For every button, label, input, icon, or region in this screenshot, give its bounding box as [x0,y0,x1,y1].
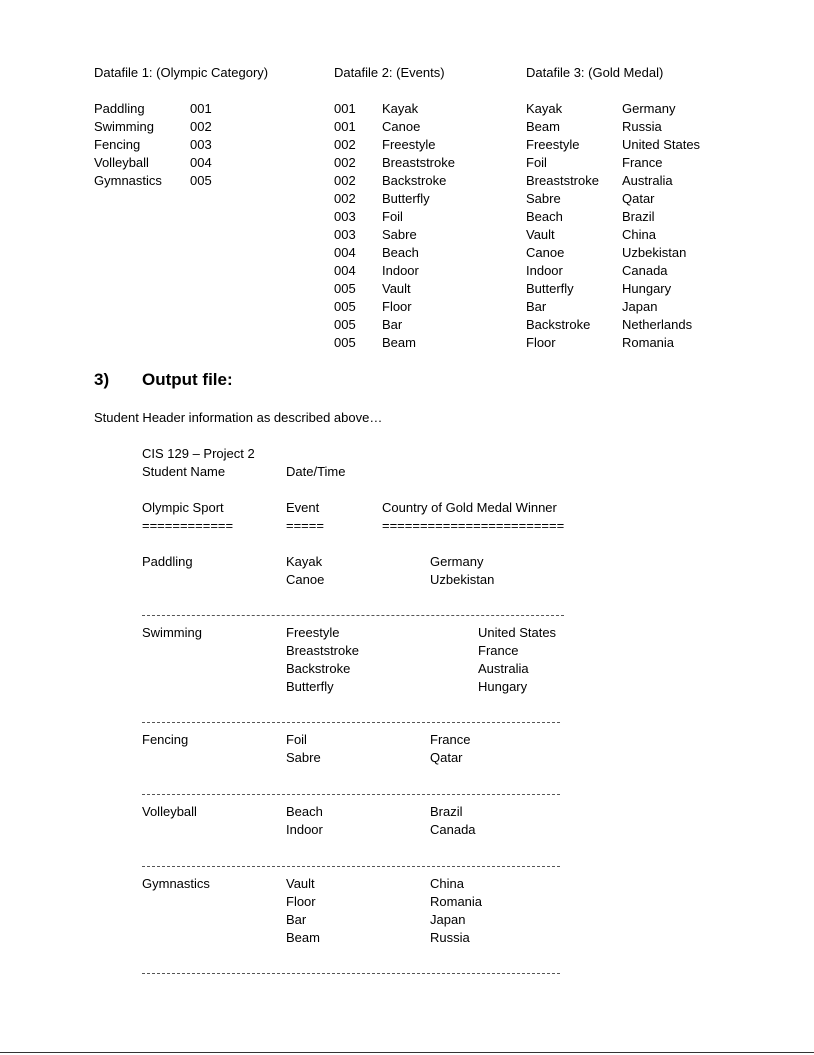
group-divider [142,722,560,723]
df2-code: 002 [334,173,356,188]
df3-event: Foil [526,155,547,170]
df1-code: 004 [190,155,212,170]
output-country: Canada [430,822,476,837]
df2-event: Beach [382,245,419,260]
df3-country: France [622,155,663,170]
datafile1-title: Datafile 1: (Olympic Category) [94,65,269,80]
output-event: Canoe [286,572,325,587]
output-group-countries [430,803,476,839]
df2-event: Breaststroke [382,155,455,170]
df3-event: Freestyle [526,137,580,152]
df3-country: Australia [622,173,673,188]
output-event: Beam [286,930,320,945]
output-group-sport: Swimming [142,625,202,640]
datafile2-events [382,100,455,352]
output-country: Japan [430,912,466,927]
df2-event: Bar [382,317,403,332]
output-event: Breaststroke [286,643,359,658]
output-group-sport: Fencing [142,732,189,747]
output-country: Romania [430,894,483,909]
df2-code: 001 [334,119,356,134]
output-event: Bar [286,912,307,927]
output-group-sport: Paddling [142,554,193,569]
df2-event: Backstroke [382,173,447,188]
datafile3-events [526,100,599,352]
section-number: 3) [94,370,110,389]
output-country: Hungary [478,679,528,694]
output-event: Beach [286,804,323,819]
df2-event: Beam [382,335,416,350]
output-group-events [286,803,323,839]
group-divider [142,615,564,616]
output-country: China [430,876,464,891]
df3-country: Brazil [622,209,655,224]
output-group-countries [430,875,482,947]
df3-event: Floor [526,335,556,350]
output-header-course: CIS 129 – Project 2 [142,446,255,461]
df3-event: Indoor [526,263,563,278]
output-country: Russia [430,930,470,945]
df1-name: Paddling [94,101,145,116]
output-group-countries [478,624,556,696]
output-col-event: Event [286,500,320,515]
output-country: Germany [430,554,484,569]
df2-code: 005 [334,317,356,332]
datafile3-countries [622,100,700,352]
df3-country: Canada [622,263,668,278]
df3-country: Japan [622,299,658,314]
output-event: Freestyle [286,625,340,640]
output-group-events [286,624,359,696]
df3-event: Vault [526,227,555,242]
output-country: Australia [478,661,529,676]
df2-event: Vault [382,281,411,296]
df2-event: Floor [382,299,412,314]
df3-country: Hungary [622,281,672,296]
output-group-countries [430,731,470,767]
df2-code: 003 [334,227,356,242]
output-col-country: Country of Gold Medal Winner [382,500,557,515]
df2-event: Canoe [382,119,421,134]
df3-country: Netherlands [622,317,693,332]
df3-event: Canoe [526,245,565,260]
datafile1-codes [190,100,212,190]
output-event: Vault [286,876,315,891]
output-col-sport: Olympic Sport [142,500,224,515]
group-divider [142,794,560,795]
df3-event: Beam [526,119,560,134]
df3-event: Breaststroke [526,173,599,188]
df2-event: Kayak [382,101,419,116]
df2-code: 005 [334,335,356,350]
df1-name: Gymnastics [94,173,162,188]
output-group-events [286,553,324,589]
output-header-datetime: Date/Time [286,464,346,479]
page-bottom-edge [0,1052,814,1053]
section-intro: Student Header information as described above… [94,410,383,425]
output-header-student-name: Student Name [142,464,226,479]
output-event: Butterfly [286,679,334,694]
df3-country: Germany [622,101,676,116]
df3-country: Romania [622,335,675,350]
group-divider [142,866,560,867]
output-group-sport: Volleyball [142,804,197,819]
df3-country: Qatar [622,191,655,206]
output-underline-sport: ============ [142,518,234,533]
df2-code: 001 [334,101,356,116]
df1-name: Volleyball [94,155,149,170]
df2-code: 002 [334,191,356,206]
output-event: Kayak [286,554,323,569]
df3-event: Bar [526,299,547,314]
datafile2-title: Datafile 2: (Events) [334,65,445,80]
df3-event: Beach [526,209,563,224]
df2-event: Butterfly [382,191,430,206]
df2-event: Foil [382,209,403,224]
df2-event: Indoor [382,263,419,278]
output-country: United States [478,625,557,640]
output-event: Sabre [286,750,321,765]
df2-code: 005 [334,299,356,314]
df2-code: 003 [334,209,356,224]
df3-country: Russia [622,119,662,134]
df3-event: Butterfly [526,281,574,296]
output-country: Uzbekistan [430,572,495,587]
df1-code: 003 [190,137,212,152]
df2-code: 002 [334,155,356,170]
output-event: Indoor [286,822,323,837]
output-country: France [430,732,471,747]
output-country: France [478,643,519,658]
df2-code: 005 [334,281,356,296]
output-underline-country: ======================== [382,518,565,533]
df1-code: 001 [190,101,212,116]
df3-event: Backstroke [526,317,591,332]
df2-code: 002 [334,137,356,152]
output-group-countries [430,553,494,589]
df2-event: Sabre [382,227,417,242]
section-title: Output file: [142,370,233,389]
df1-code: 002 [190,119,212,134]
df3-country: United States [622,137,701,152]
df3-country: Uzbekistan [622,245,687,260]
output-event: Foil [286,732,307,747]
df2-code: 004 [334,245,356,260]
df3-country: China [622,227,656,242]
df3-event: Sabre [526,191,561,206]
output-country: Qatar [430,750,463,765]
df1-code: 005 [190,173,212,188]
df2-code: 004 [334,263,356,278]
df2-event: Freestyle [382,137,436,152]
output-country: Brazil [430,804,463,819]
output-underline-event: ===== [286,518,324,533]
output-group-events [286,875,320,947]
df1-name: Swimming [94,119,154,134]
df1-name: Fencing [94,137,141,152]
output-event: Backstroke [286,661,351,676]
output-group-sport: Gymnastics [142,876,210,891]
datafile1-names [94,100,162,190]
datafile2-codes [334,100,356,352]
group-divider [142,973,560,974]
output-event: Floor [286,894,316,909]
datafile3-title: Datafile 3: (Gold Medal) [526,65,664,80]
output-group-events [286,731,321,767]
df3-event: Kayak [526,101,563,116]
